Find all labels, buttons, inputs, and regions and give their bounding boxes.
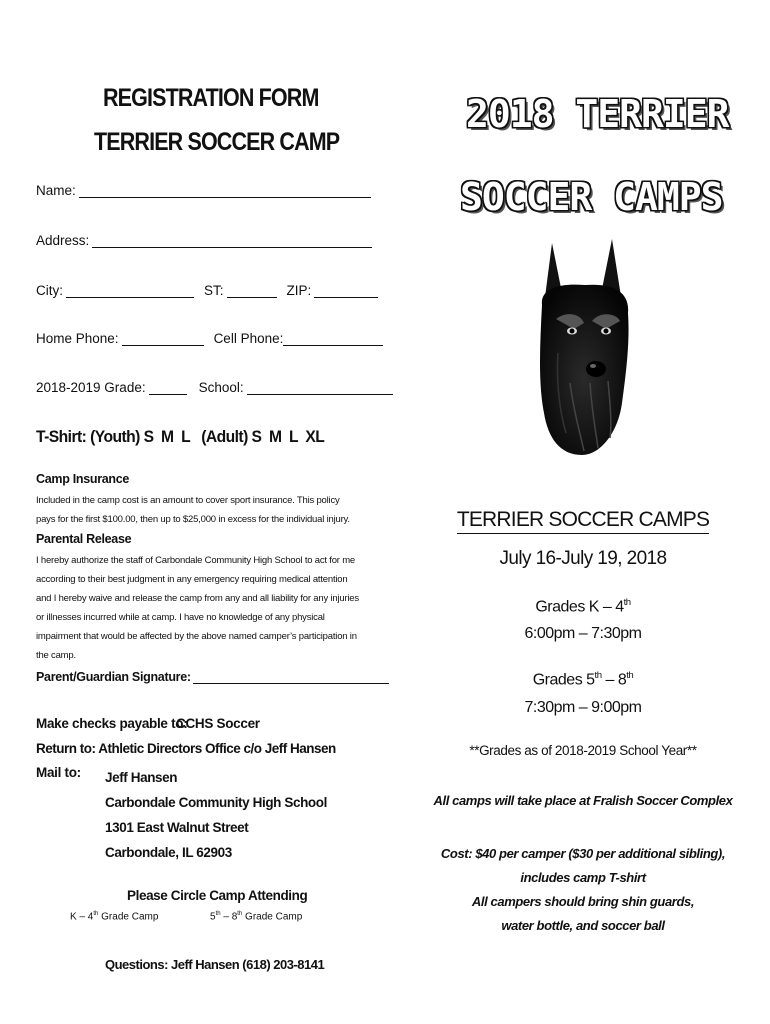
camp-option-k4-text: K – 4 [70,911,94,923]
address-line[interactable] [92,233,372,248]
tshirt-size-options[interactable]: T-Shirt: (Youth) S M L (Adult) S M L XL [36,427,325,446]
name-field[interactable] [36,183,371,198]
circle-camp-heading: Please Circle Camp Attending [127,888,308,903]
mail-line: 1301 East Walnut Street [105,820,249,835]
release-heading: Parental Release [36,532,132,546]
grade-school-field[interactable] [36,380,393,395]
group2-grades-mid: – 8 [601,671,627,689]
st-label: ST: [204,283,224,298]
signature-line[interactable] [193,669,389,684]
cell-phone-label: Cell Phone: [213,331,284,346]
city-label: City: [36,283,63,298]
address-label: Address: [36,233,90,248]
form-title: REGISTRATION FORM [103,84,319,112]
group2-time: 7:30pm – 9:00pm [524,699,642,716]
cell-phone-line[interactable] [283,331,383,346]
phone-field[interactable] [36,331,383,346]
sup: th [93,911,99,917]
grades-note: **Grades as of 2018-2019 School Year** [469,743,697,758]
group1-grades [433,597,733,616]
zip-label: ZIP: [286,283,312,298]
st-line[interactable] [227,283,277,298]
sup: th [237,911,243,917]
sup: th [626,670,634,681]
camp-location: All camps will take place at Fralish Soccer Complex [433,793,733,808]
city-line[interactable] [66,283,194,298]
mail-to-label: Mail to: [36,765,81,780]
camp-option-58-mid: – 8 [220,911,238,923]
camp-option-k4-suffix: Grade Camp [98,911,159,923]
home-phone-line[interactable] [122,331,204,346]
group2-grades [433,670,733,689]
address-field[interactable] [36,233,372,248]
mail-line: Carbondale, IL 62903 [105,845,232,860]
bring-line: water bottle, and soccer ball [501,918,665,933]
form-subtitle: TERRIER SOCCER CAMP [94,128,340,156]
camp-option-58-text: 5 [210,911,216,923]
camps-subheading [433,508,733,532]
group1-grades-text: Grades K – 4 [535,598,624,616]
headline-line2: SOCCER CAMPS [460,175,723,219]
scottish-terrier-icon [530,233,640,458]
group1-time: 6:00pm – 7:30pm [524,625,642,642]
grade-label: 2018-2019 Grade: [36,380,146,395]
insurance-text: Included in the camp cost is an amount to cover sport insurance. This policy pays for the first $100.00, then up to $25,000 in excess for the individual injury. [36,495,350,525]
camps-subheading-text: TERRIER SOCCER CAMPS [457,508,709,534]
grade-line[interactable] [149,380,187,395]
city-field[interactable] [36,283,378,298]
school-label: School: [198,380,244,395]
zip-line[interactable] [314,283,378,298]
insurance-heading: Camp Insurance [36,472,130,486]
camp-option-58-suffix: Grade Camp [242,911,303,923]
mail-address [105,765,327,865]
release-text: I hereby authorize the staff of Carbondale Community High School to act for me according to their best judgment in any emergency requiring medical attention and I hereby waive and release the camp from any and all liability for any injuries or illnesses incurred while at camp. I have no knowledge of any physical impairment that would be affected by the above named camper’s participation in the camp. [36,555,359,661]
headline-line1: 2018 TERRIER [466,92,729,136]
mail-line: Jeff Hansen [105,770,178,785]
checks-payable-value: CCHS Soccer [176,716,260,731]
camp-dates: July 16-July 19, 2018 [499,548,667,569]
cost-line: Cost: $40 per camper ($30 per additional sibling), [440,846,726,861]
cost-info [428,842,738,938]
mail-line: Carbondale Community High School [105,795,327,810]
cost-line: includes camp T-shirt [520,870,646,885]
questions-contact: Questions: Jeff Hansen (618) 203-8141 [105,957,325,972]
sup: th [623,597,631,608]
signature-field[interactable] [36,669,389,684]
sup: th [215,911,221,917]
sup: th [594,670,602,681]
home-phone-label: Home Phone: [36,331,119,346]
camp-option-k4[interactable] [70,911,158,922]
bring-line: All campers should bring shin guards, [471,894,695,909]
name-line[interactable] [79,183,371,198]
school-line[interactable] [247,380,393,395]
camp-option-58[interactable] [210,911,302,922]
group2-grades-text: Grades 5 [532,671,595,689]
checks-payable-label: Make checks payable to: [36,716,188,731]
name-label: Name: [36,183,76,198]
return-to: Return to: Athletic Directors Office c/o Jeff Hansen [36,741,336,756]
signature-label: Parent/Guardian Signature: [36,670,191,684]
